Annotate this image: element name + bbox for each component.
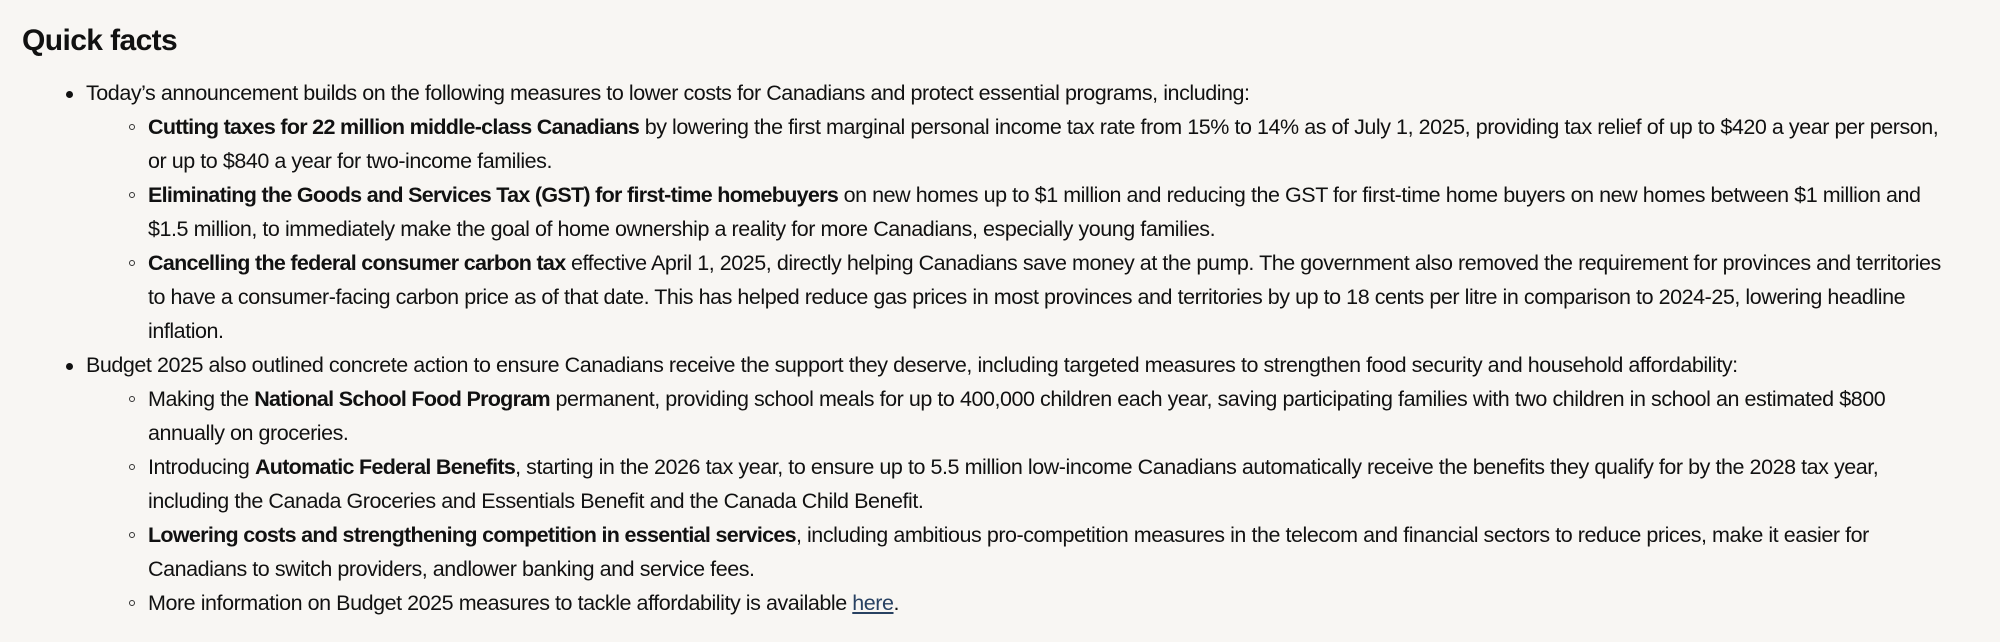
sub-item-bold: Eliminating the Goods and Services Tax (GST) for first-time homebuyers	[148, 183, 839, 207]
sub-item	[86, 110, 1946, 178]
circle-bullet-icon	[129, 464, 135, 470]
here-link[interactable]: here	[852, 591, 894, 615]
bullet-icon	[66, 363, 73, 370]
circle-bullet-icon	[129, 192, 135, 198]
sub-item-bold: National School Food Program	[254, 387, 550, 411]
circle-bullet-icon	[129, 124, 135, 130]
sub-item	[86, 518, 1946, 586]
facts-list	[22, 76, 1982, 620]
sub-item	[86, 450, 1946, 518]
sub-item-prefix: Introducing	[148, 455, 255, 479]
bullet-icon	[66, 91, 73, 98]
sub-item	[86, 246, 1946, 348]
sub-list	[86, 110, 1982, 348]
fact-text: Budget 2025 also outlined concrete action to ensure Canadians receive the support they deserve, including targeted measures to strengthen food security and household affordability:	[86, 353, 1738, 377]
sub-list	[86, 382, 1982, 620]
sub-item-text: by lowering the first marginal personal income tax rate from 15% to 14% as of July 1, 2025, providing tax relief of up to $420 a year per person, or up to $840 a year for two-income families.	[148, 115, 1939, 173]
sub-item	[86, 586, 1946, 620]
sub-item-text: effective April 1, 2025, directly helping Canadians save money at the pump. The government also removed the requirement for provinces and territories to have a consumer-facing carbon price as of that date. This has helped reduce gas prices in most provinces and territories by up to 18 cents per litre in comparison to 2024-25, lowering headline inflation.	[148, 251, 1941, 343]
sub-item-bold: Lowering costs and strengthening competition in essential services	[148, 523, 796, 547]
sub-item-bold: Cutting taxes for 22 million middle-class Canadians	[148, 115, 640, 139]
section-title: Quick facts	[22, 24, 178, 57]
sub-item-text: on new homes up to $1 million and reducing the GST for first-time home buyers on new homes between $1 million and $1.5 million, to immediately make the goal of home ownership a reality for more Canadians, especially young families.	[148, 183, 1921, 241]
sub-item-prefix: Making the	[148, 387, 255, 411]
circle-bullet-icon	[129, 600, 135, 606]
circle-bullet-icon	[129, 260, 135, 266]
fact-item	[22, 76, 1982, 348]
sub-item	[86, 178, 1946, 246]
circle-bullet-icon	[129, 532, 135, 538]
fact-text: Today’s announcement builds on the following measures to lower costs for Canadians and protect essential programs, including:	[86, 81, 1250, 105]
sub-item-bold: Automatic Federal Benefits	[254, 455, 516, 479]
quick-facts-section	[22, 20, 1982, 620]
sub-item-text: , starting in the 2026 tax year, to ensure up to 5.5 million low-income Canadians automatically receive the benefits they qualify for by the 2028 tax year, including the Canada Groceries and Essentials Benefit and the Canada Child Benefit.	[148, 455, 1879, 513]
sub-item-bold: Cancelling the federal consumer carbon tax	[148, 251, 566, 275]
sub-item-suffix: .	[893, 591, 900, 615]
sub-item-text: , including ambitious pro-competition measures in the telecom and financial sectors to reduce prices, make it easier for Canadians to switch providers, andlower banking and service fees.	[148, 523, 1869, 581]
sub-item	[86, 382, 1946, 450]
sub-item-prefix: More information on Budget 2025 measures to tackle affordability is available	[148, 591, 853, 615]
circle-bullet-icon	[129, 396, 135, 402]
fact-item	[22, 348, 1982, 620]
sub-item-text: permanent, providing school meals for up to 400,000 children each year, saving participating families with two children in school an estimated $800 annually on groceries.	[148, 387, 1886, 445]
